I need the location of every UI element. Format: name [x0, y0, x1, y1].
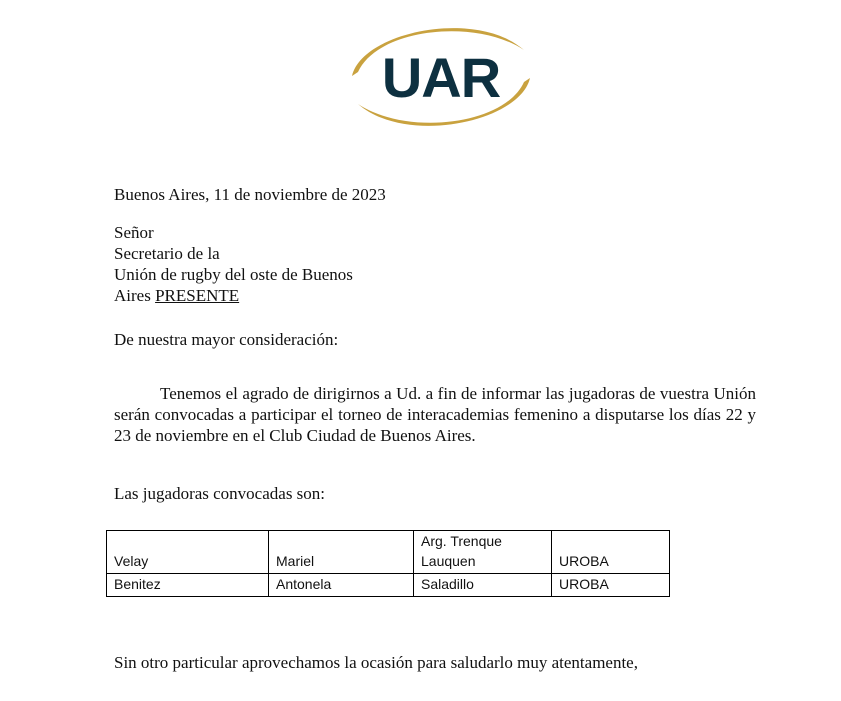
closing-line: Sin otro particular aprovechamos la ocasión para saludarlo muy atentamente, [114, 653, 638, 672]
players-table [106, 530, 670, 597]
player-first-name: Mariel [269, 531, 414, 574]
player-club: Saladillo [414, 574, 552, 597]
table-row [107, 531, 670, 574]
player-last-name: Velay [107, 531, 269, 574]
table-row [107, 574, 670, 597]
uar-logo-graphic [348, 14, 534, 140]
recipient-line-3: Unión de rugby del oste de Buenos [114, 265, 353, 284]
body-paragraph: Tenemos el agrado de dirigirnos a Ud. a fin de informar las jugadoras de vuestra Unión serán convocadas a participar el torneo de interacademias femenino a disputarse los días 22 y 23 de noviembre en el Club Ciudad de Buenos Aires. [114, 384, 756, 445]
recipient-line-2: Secretario de la [114, 244, 220, 263]
player-last-name: Benitez [107, 574, 269, 597]
player-first-name: Antonela [269, 574, 414, 597]
player-union: UROBA [552, 574, 670, 597]
player-union: UROBA [552, 531, 670, 574]
recipient-line-4 [114, 285, 239, 306]
presente-label: PRESENTE [155, 286, 240, 305]
recipient-line-4-prefix: Aires [114, 286, 151, 305]
logo-text: UAR [381, 46, 501, 109]
players-intro: Las jugadoras convocadas son: [114, 484, 326, 503]
player-club: Arg. Trenque Lauquen [414, 531, 552, 574]
recipient-line-1: Señor [114, 223, 154, 242]
date-line: Buenos Aires, 11 de noviembre de 2023 [114, 185, 386, 204]
uar-logo [348, 14, 534, 140]
salutation: De nuestra mayor consideración: [114, 330, 339, 349]
